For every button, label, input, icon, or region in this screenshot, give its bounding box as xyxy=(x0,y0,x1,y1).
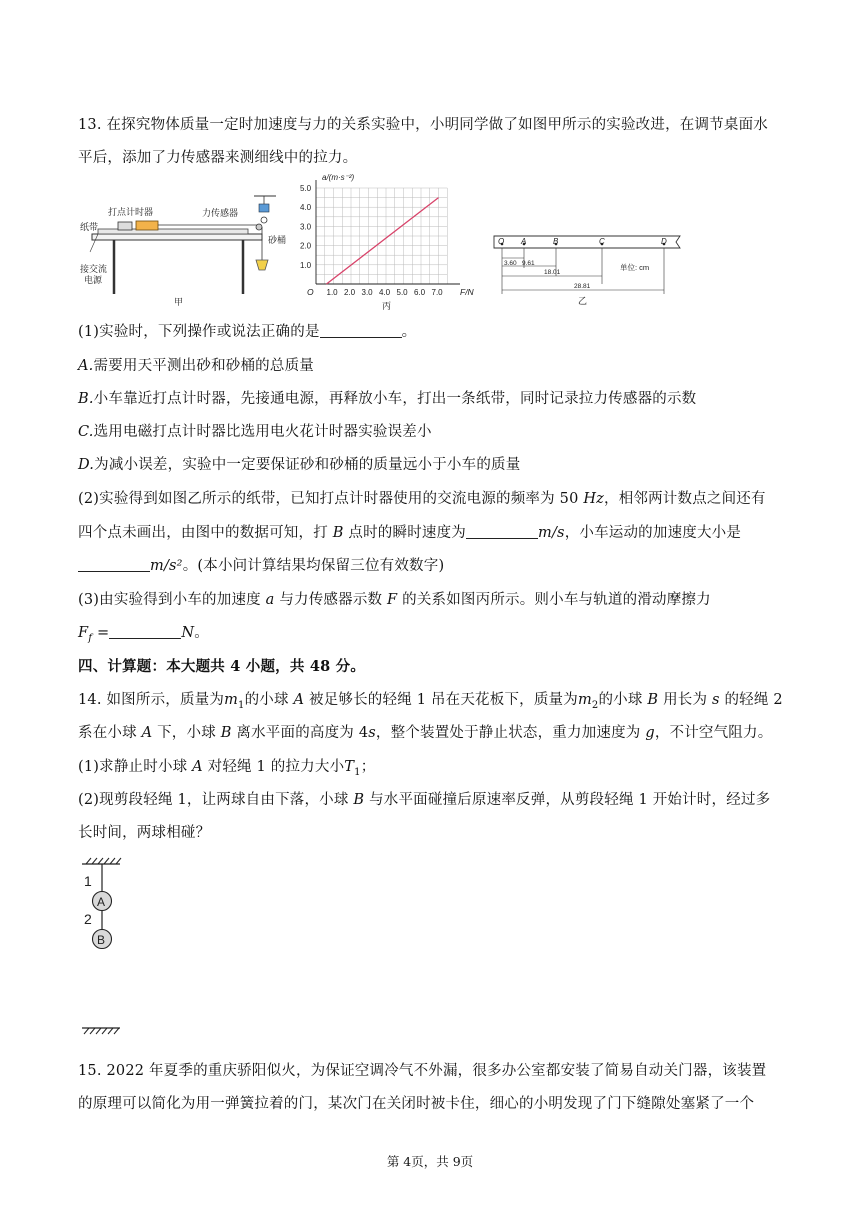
answer-blank-1 xyxy=(320,323,402,338)
caption-jia: 甲 xyxy=(174,297,184,307)
q13-option-d: D.为减小误差，实验中一定要保证砂和砂桶的质量远小于小车的质量 xyxy=(78,457,521,473)
q13-option-c: C.选用电磁打点计时器比选用电火花计时器实验误差小 xyxy=(78,424,432,440)
point-label-B: B xyxy=(553,237,559,246)
y-tick-label: 1.0 xyxy=(300,260,312,270)
figure-q14-balls xyxy=(78,856,138,1036)
q15-line1: 15. 2022 年夏季的重庆骄阳似火，为保证空调冷气不外漏，很多办公室都安装了简易自动关门器，该装置 xyxy=(78,1063,767,1079)
point-label-D: D xyxy=(661,237,667,246)
point-label-A: A xyxy=(521,237,527,246)
caption-yi: 乙 xyxy=(578,296,588,306)
q13-part1: (1)实验时，下列操作或说法正确的是 。 xyxy=(78,324,417,340)
ball-A-label: A xyxy=(97,895,106,909)
q14-line1: 14. 如图所示，质量为$m_1$的小球 A 被足够长的轻绳 1 吊在天花板下，质量为$m_2$的小球 B 用长为 s 的轻绳 2 xyxy=(78,692,783,711)
y-tick-label: 4.0 xyxy=(300,203,312,213)
dist-OB: 9.61 xyxy=(522,260,535,267)
series-line xyxy=(327,198,439,284)
rope-1-label: 1 xyxy=(84,873,92,889)
section-4-heading: 四、计算题：本大题共 4 小题，共 48 分。 xyxy=(78,658,366,675)
label-paper-tape: 纸带 xyxy=(80,222,99,232)
figure-yi-tape xyxy=(492,228,684,308)
y-tick-label: 3.0 xyxy=(300,222,312,232)
chart-xlabel: F/N xyxy=(460,287,474,297)
x-tick-label: 4.0 xyxy=(379,288,391,297)
q14-line2: 系在小球 A 下，小球 B 离水平面的高度为 4s，整个装置处于静止状态，重力加速度为 g，不计空气阻力。 xyxy=(78,725,773,741)
q13-part2-line1: (2)实验得到如图乙所示的纸带，已知打点计时器使用的交流电源的频率为 50 Hz，相邻两计数点之间还有 xyxy=(78,491,766,507)
q14-part1: (1)求静止时小球 A 对轻绳 1 的拉力大小$T_1$； xyxy=(78,759,376,778)
label-bucket: 砂桶 xyxy=(268,235,287,245)
chart-ticks xyxy=(300,184,443,297)
q13-option-b: B.小车靠近打点计时器，先接通电源，再释放小车，打出一条纸带，同时记录拉力传感器的示数 xyxy=(78,391,697,407)
label-power-2: 电源 xyxy=(84,275,103,285)
q13-option-a: A.需要用天平测出砂和砂桶的总质量 xyxy=(78,358,314,374)
chart-ylabel: a/(m·s⁻²) xyxy=(322,173,355,182)
q13-intro-line2: 平后，添加了力传感器来测细线中的拉力。 xyxy=(78,150,358,166)
rope-2-label: 2 xyxy=(84,911,92,927)
answer-blank-3 xyxy=(78,557,150,572)
chart-grid xyxy=(316,188,447,284)
table-top xyxy=(92,234,262,240)
force-sensor xyxy=(259,204,269,212)
page-footer: 第 4页，共 9页 xyxy=(386,1154,474,1169)
cart xyxy=(136,221,158,230)
q14-part2-line1: (2)现剪段轻绳 1，让两球自由下落，小球 B 与水平面碰撞后原速率反弹，从剪段轻绳 1 开始计时，经过多 xyxy=(78,792,771,808)
point-label-C: C xyxy=(599,237,605,246)
q15-line2: 的原理可以简化为用一弹簧拉着的门，某次门在关闭时被卡住，细心的小明发现了门下缝隙处塞紧了一个 xyxy=(78,1096,755,1112)
caption-bing: 丙 xyxy=(382,301,392,311)
answer-blank-2 xyxy=(466,524,538,539)
q13-part3-line1: (3)由实验得到小车的加速度 a 与力传感器示数 F 的关系如图丙所示。则小车与轨道的滑动摩擦力 xyxy=(78,592,711,608)
label-timer: 打点计时器 xyxy=(108,207,154,217)
y-tick-label: 5.0 xyxy=(300,184,312,193)
figure-jia-apparatus xyxy=(78,190,294,308)
sand-bucket xyxy=(256,260,268,270)
dist-OC: 18.01 xyxy=(544,269,561,276)
chart-origin: O xyxy=(307,287,314,297)
x-tick-label: 7.0 xyxy=(431,288,443,297)
ball-B-label: B xyxy=(97,933,106,947)
x-tick-label: 1.0 xyxy=(326,288,338,297)
y-tick-label: 2.0 xyxy=(300,241,312,251)
figure-bing-chart xyxy=(296,170,486,312)
answer-blank-4 xyxy=(109,624,181,639)
label-power-1: 接交流 xyxy=(80,264,108,274)
q13-part2-line3: m/s²。(本小问计算结果均保留三位有效数字) xyxy=(78,554,444,575)
pulley xyxy=(256,224,262,230)
q13-part3-line2: $F_f = N$。 xyxy=(78,625,209,644)
chart-series xyxy=(327,198,439,284)
q14-part2-line2: 长时间，两球相碰？ xyxy=(78,825,211,841)
dist-OD: 28.81 xyxy=(574,283,591,290)
q13-part2-line2: 四个点未画出，由图中的数据可知，打 B 点时的瞬时速度为 m/s，小车运动的加速度大小是 xyxy=(78,525,742,541)
tape-unit: 单位: cm xyxy=(620,263,650,272)
q13-intro-line1: 13. 在探究物体质量一定时加速度与力的关系实验中，小明同学做了如图甲所示的实验改进，在调节桌面水 xyxy=(78,117,768,133)
x-tick-label: 5.0 xyxy=(396,288,408,297)
x-tick-label: 6.0 xyxy=(414,288,426,297)
label-sensor: 力传感器 xyxy=(202,208,239,218)
dist-OA: 3.60 xyxy=(504,260,517,267)
point-label-O: O xyxy=(498,237,505,246)
timer xyxy=(118,222,132,230)
x-tick-label: 3.0 xyxy=(361,288,373,297)
x-tick-label: 2.0 xyxy=(344,288,356,297)
